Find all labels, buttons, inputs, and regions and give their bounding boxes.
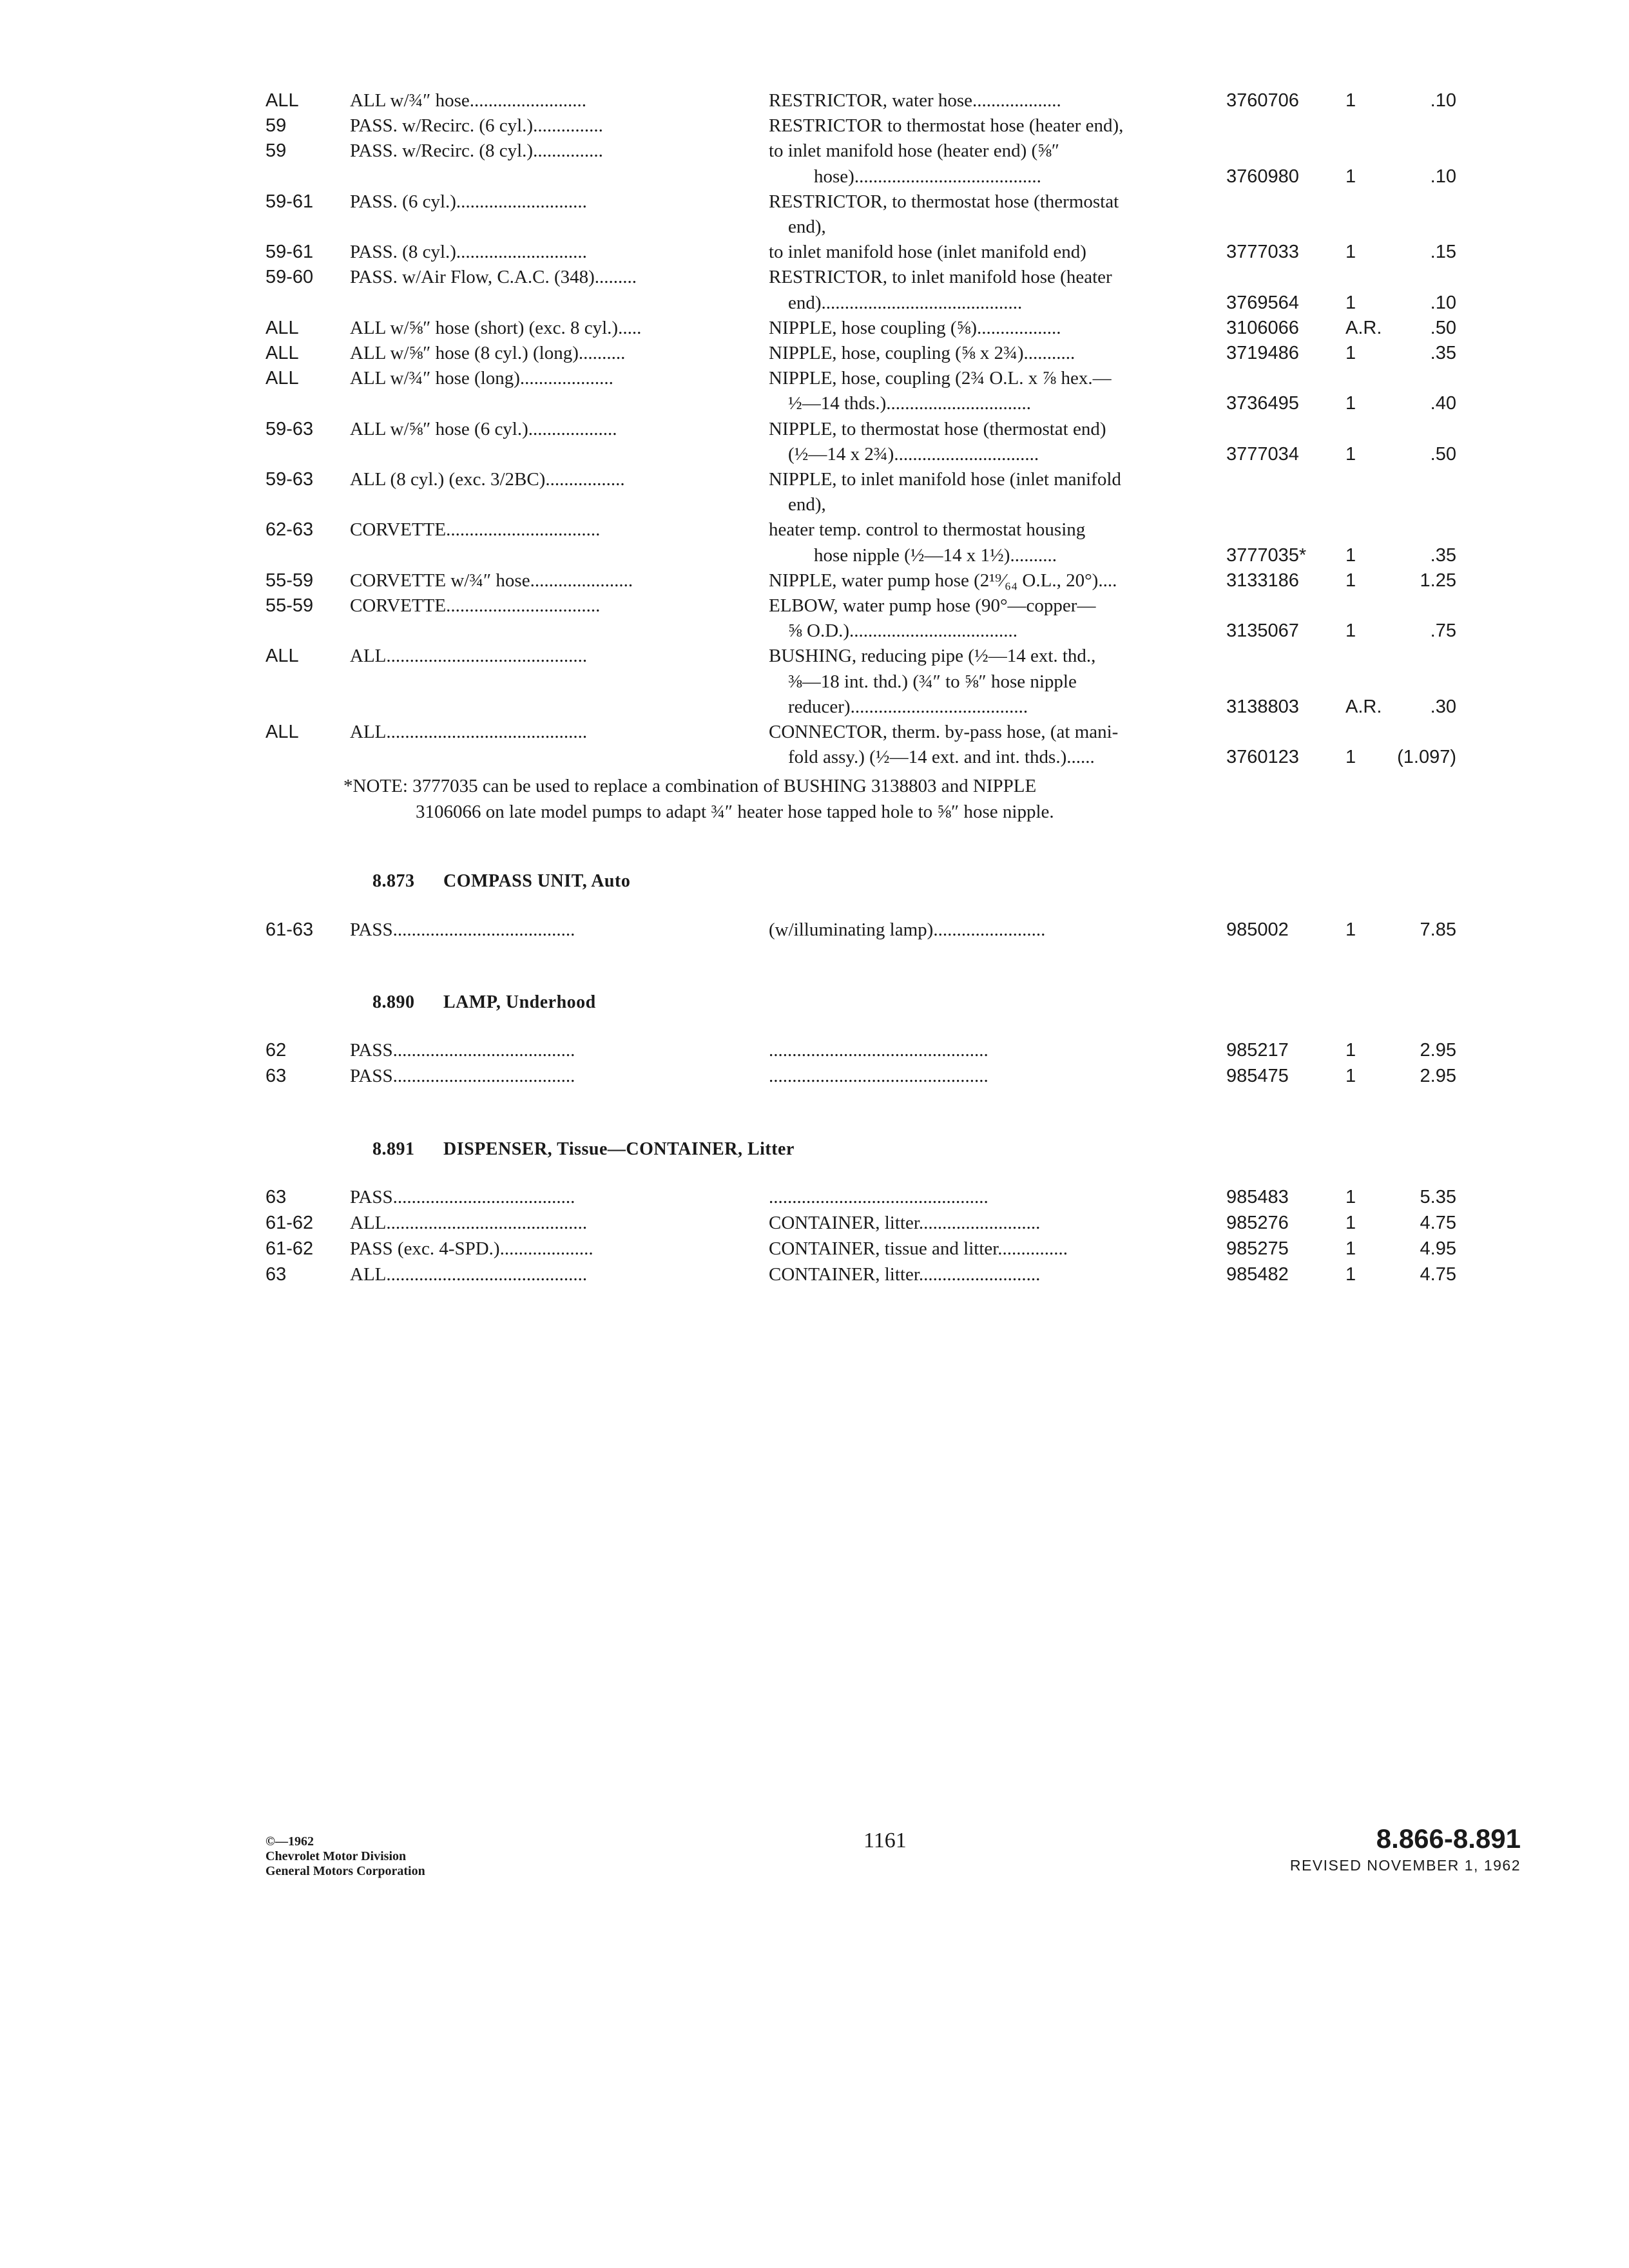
table-row bbox=[0, 139, 1629, 168]
model-cell: ALL w/¾″ hose (long).................... bbox=[350, 368, 613, 389]
year-cell: 59-61 bbox=[265, 242, 314, 263]
price-cell: 2.95 bbox=[1420, 1066, 1456, 1086]
model-cell: ALL (8 cyl.) (exc. 3/2BC)................. bbox=[350, 469, 625, 490]
section-title: LAMP, Underhood bbox=[443, 992, 596, 1012]
footnote-line-1: *NOTE: 3777035 can be used to replace a combination of BUSHING 3138803 and NIPPLE bbox=[343, 776, 1037, 796]
table-row bbox=[0, 670, 1629, 698]
quantity-cell: 1 bbox=[1345, 1238, 1356, 1259]
part-number-cell: 985217 bbox=[1226, 1040, 1289, 1061]
section-range-block bbox=[1224, 1823, 1521, 1874]
price-cell: .10 bbox=[1430, 292, 1456, 313]
model-cell: ALL w/⅝″ hose (8 cyl.) (long).......... bbox=[350, 343, 626, 363]
description-cell: end), bbox=[788, 494, 826, 515]
table-row bbox=[0, 190, 1629, 218]
part-number-cell: 3135067 bbox=[1226, 620, 1299, 642]
part-number-cell: 3777034 bbox=[1226, 443, 1299, 465]
price-cell: .15 bbox=[1430, 242, 1456, 263]
footnote-line-2: 3106066 on late model pumps to adapt ¾″ heater hose tapped hole to ⅝″ hose nipple. bbox=[416, 802, 1054, 822]
table-row bbox=[0, 316, 1629, 345]
description-cell: RESTRICTOR, water hose................... bbox=[769, 90, 1061, 111]
part-number-cell: 3736495 bbox=[1226, 393, 1299, 414]
table-row bbox=[0, 367, 1629, 395]
model-cell: PASS....................................... bbox=[350, 1187, 575, 1207]
quantity-cell: A.R. bbox=[1345, 317, 1382, 338]
description-cell: NIPPLE, hose, coupling (⅝ x 2¾)........... bbox=[769, 343, 1075, 363]
table-row bbox=[0, 720, 1629, 749]
quantity-cell: 1 bbox=[1345, 166, 1356, 187]
description-cell: heater temp. control to thermostat housing bbox=[769, 519, 1086, 541]
year-cell: 59-63 bbox=[265, 418, 314, 439]
description-cell: to inlet manifold hose (heater end) (⅝″ bbox=[769, 140, 1059, 162]
price-cell: 7.85 bbox=[1420, 919, 1456, 940]
price-cell: 4.95 bbox=[1420, 1238, 1456, 1259]
price-cell: .10 bbox=[1430, 90, 1456, 111]
description-cell: to inlet manifold hose (inlet manifold end) bbox=[769, 242, 1086, 263]
table-row bbox=[0, 695, 1629, 724]
price-cell: .50 bbox=[1430, 317, 1456, 338]
year-cell: 55-59 bbox=[265, 570, 314, 591]
description-cell: ½—14 thds.)............................... bbox=[788, 393, 1031, 414]
description-cell: RESTRICTOR to thermostat hose (heater end), bbox=[769, 115, 1124, 137]
section-title: DISPENSER, Tissue—CONTAINER, Litter bbox=[443, 1139, 795, 1159]
table-row bbox=[0, 518, 1629, 546]
year-cell: 59 bbox=[265, 140, 287, 162]
section-heading-compass-unit bbox=[372, 871, 630, 892]
section-range: 8.866-8.891 bbox=[1376, 1823, 1521, 1854]
quantity-cell: 1 bbox=[1345, 393, 1356, 414]
quantity-cell: 1 bbox=[1345, 1213, 1356, 1233]
model-cell: PASS....................................... bbox=[350, 1040, 575, 1061]
table-row bbox=[0, 89, 1629, 117]
year-cell: 62 bbox=[265, 1040, 287, 1061]
model-cell: ALL w/¾″ hose......................... bbox=[350, 90, 587, 111]
model-cell: PASS. w/Air Flow, C.A.C. (348)......... bbox=[350, 267, 637, 288]
description-cell: end), bbox=[788, 216, 826, 237]
table-row bbox=[0, 1237, 1629, 1265]
year-cell: 55-59 bbox=[265, 595, 314, 616]
year-cell: ALL bbox=[265, 368, 299, 389]
description-cell: ELBOW, water pump hose (90°—copper— bbox=[769, 595, 1096, 616]
section-number: 8.890 bbox=[372, 992, 415, 1012]
section-number: 8.873 bbox=[372, 871, 415, 891]
description-cell: CONTAINER, litter.......................... bbox=[769, 1213, 1041, 1233]
model-cell: CORVETTE................................. bbox=[350, 595, 601, 616]
copyright-block bbox=[265, 1834, 425, 1879]
part-number-cell: 3777035* bbox=[1226, 544, 1307, 566]
part-number-cell: 3760980 bbox=[1226, 166, 1299, 187]
quantity-cell: 1 bbox=[1345, 747, 1356, 768]
section-title: COMPASS UNIT, Auto bbox=[443, 871, 631, 891]
part-number-cell: 985276 bbox=[1226, 1213, 1289, 1233]
description-cell: hose nipple (½—14 x 1½).......... bbox=[814, 544, 1057, 566]
quantity-cell: 1 bbox=[1345, 1066, 1356, 1086]
table-row bbox=[0, 644, 1629, 673]
model-cell: CORVETTE................................. bbox=[350, 519, 601, 541]
year-cell: 61-63 bbox=[265, 919, 314, 940]
table-row bbox=[0, 1186, 1629, 1214]
model-cell: PASS. w/Recirc. (6 cyl.)............... bbox=[350, 115, 603, 137]
part-number-cell: 3760706 bbox=[1226, 90, 1299, 111]
description-cell: RESTRICTOR, to inlet manifold hose (heater bbox=[769, 267, 1112, 288]
table-row bbox=[0, 392, 1629, 420]
copyright-year: ©—1962 bbox=[265, 1834, 314, 1849]
table-row bbox=[0, 1211, 1629, 1240]
part-number-cell: 985475 bbox=[1226, 1066, 1289, 1086]
copyright-corporation: General Motors Corporation bbox=[265, 1864, 425, 1878]
table-row bbox=[0, 165, 1629, 193]
model-cell: PASS (exc. 4-SPD.).................... bbox=[350, 1238, 593, 1259]
table-row bbox=[0, 215, 1629, 244]
table-row bbox=[0, 594, 1629, 622]
model-cell: ALL........................................... bbox=[350, 646, 588, 667]
quantity-cell: 1 bbox=[1345, 544, 1356, 566]
description-cell: BUSHING, reducing pipe (½—14 ext. thd., bbox=[769, 646, 1096, 667]
part-number-cell: 3760123 bbox=[1226, 747, 1299, 768]
table-row bbox=[0, 265, 1629, 294]
table-row bbox=[0, 443, 1629, 471]
price-cell: 2.95 bbox=[1420, 1040, 1456, 1061]
year-cell: 59-60 bbox=[265, 267, 314, 288]
model-cell: PASS. w/Recirc. (8 cyl.)............... bbox=[350, 140, 603, 162]
quantity-cell: 1 bbox=[1345, 90, 1356, 111]
quantity-cell: A.R. bbox=[1345, 696, 1382, 717]
table-row bbox=[0, 544, 1629, 572]
year-cell: 63 bbox=[265, 1066, 287, 1086]
description-cell: NIPPLE, water pump hose (2¹⁹⁄₆₄ O.L., 20°).... bbox=[769, 570, 1117, 591]
price-cell: .50 bbox=[1430, 443, 1456, 465]
description-cell: CONTAINER, litter.......................... bbox=[769, 1264, 1041, 1285]
year-cell: ALL bbox=[265, 90, 299, 111]
model-cell: PASS. (6 cyl.)............................ bbox=[350, 191, 587, 212]
model-cell: ALL w/⅝″ hose (short) (exc. 8 cyl.)..... bbox=[350, 317, 642, 338]
year-cell: 59-61 bbox=[265, 191, 314, 212]
description-cell: reducer)...................................... bbox=[788, 696, 1028, 717]
table-row bbox=[0, 114, 1629, 142]
table-row bbox=[0, 418, 1629, 446]
year-cell: ALL bbox=[265, 722, 299, 742]
table-row bbox=[0, 569, 1629, 597]
part-number-cell: 3106066 bbox=[1226, 317, 1299, 338]
quantity-cell: 1 bbox=[1345, 1187, 1356, 1207]
part-number-cell: 3719486 bbox=[1226, 343, 1299, 363]
quantity-cell: 1 bbox=[1345, 242, 1356, 263]
table-row bbox=[0, 619, 1629, 648]
model-cell: PASS....................................... bbox=[350, 919, 575, 940]
table-row bbox=[0, 468, 1629, 496]
price-cell: .35 bbox=[1430, 544, 1456, 566]
table-row bbox=[0, 918, 1629, 947]
year-cell: 62-63 bbox=[265, 519, 314, 541]
quantity-cell: 1 bbox=[1345, 620, 1356, 642]
description-cell: NIPPLE, to thermostat hose (thermostat end) bbox=[769, 418, 1106, 439]
description-cell: ............................................... bbox=[769, 1040, 988, 1061]
copyright-division: Chevrolet Motor Division bbox=[265, 1849, 407, 1863]
year-cell: ALL bbox=[265, 646, 299, 667]
part-number-cell: 985002 bbox=[1226, 919, 1289, 940]
price-cell: 5.35 bbox=[1420, 1187, 1456, 1207]
year-cell: 61-62 bbox=[265, 1238, 314, 1259]
description-cell: fold assy.) (½—14 ext. and int. thds.)...... bbox=[788, 747, 1095, 768]
part-number-cell: 985482 bbox=[1226, 1264, 1289, 1285]
description-cell: ⅝ O.D.).................................... bbox=[788, 620, 1018, 642]
price-cell: .75 bbox=[1430, 620, 1456, 642]
quantity-cell: 1 bbox=[1345, 570, 1356, 591]
part-number-cell: 3133186 bbox=[1226, 570, 1299, 591]
description-cell: ............................................... bbox=[769, 1066, 988, 1086]
model-cell: ALL w/⅝″ hose (6 cyl.)................... bbox=[350, 418, 617, 439]
price-cell: 4.75 bbox=[1420, 1264, 1456, 1285]
description-cell: RESTRICTOR, to thermostat hose (thermostat bbox=[769, 191, 1119, 212]
year-cell: 63 bbox=[265, 1264, 287, 1285]
part-number-cell: 3769564 bbox=[1226, 292, 1299, 313]
price-cell: 4.75 bbox=[1420, 1213, 1456, 1233]
part-number-cell: 3777033 bbox=[1226, 242, 1299, 263]
description-cell: (½—14 x 2¾)............................... bbox=[788, 443, 1039, 465]
table-row bbox=[0, 291, 1629, 320]
year-cell: ALL bbox=[265, 343, 299, 363]
quantity-cell: 1 bbox=[1345, 343, 1356, 363]
price-cell: .10 bbox=[1430, 166, 1456, 187]
part-number-cell: 985275 bbox=[1226, 1238, 1289, 1259]
table-row bbox=[0, 493, 1629, 521]
revision-date: REVISED NOVEMBER 1, 1962 bbox=[1289, 1857, 1521, 1874]
description-cell: (w/illuminating lamp)........................ bbox=[769, 919, 1046, 940]
year-cell: 61-62 bbox=[265, 1213, 314, 1233]
quantity-cell: 1 bbox=[1345, 443, 1356, 465]
table-row bbox=[0, 745, 1629, 774]
model-cell: ALL........................................... bbox=[350, 722, 588, 742]
description-cell: hose)........................................ bbox=[814, 166, 1041, 187]
description-cell: NIPPLE, to inlet manifold hose (inlet manifold bbox=[769, 469, 1121, 490]
description-cell: NIPPLE, hose, coupling (2¾ O.L. x ⅞ hex.— bbox=[769, 368, 1112, 389]
description-cell: CONNECTOR, therm. by-pass hose, (at mani- bbox=[769, 722, 1119, 742]
year-cell: 59 bbox=[265, 115, 287, 137]
quantity-cell: 1 bbox=[1345, 292, 1356, 313]
year-cell: 59-63 bbox=[265, 469, 314, 490]
price-cell: (1.097) bbox=[1397, 747, 1456, 768]
section-heading-lamp-underhood bbox=[372, 992, 596, 1013]
part-number-cell: 3138803 bbox=[1226, 696, 1299, 717]
description-cell: ............................................... bbox=[769, 1187, 988, 1207]
description-cell: NIPPLE, hose coupling (⅝).................. bbox=[769, 317, 1061, 338]
page-number: 1161 bbox=[863, 1829, 907, 1852]
price-cell: .35 bbox=[1430, 343, 1456, 363]
table-row bbox=[0, 1263, 1629, 1291]
price-cell: .40 bbox=[1430, 393, 1456, 414]
description-cell: ⅜—18 int. thd.) (¾″ to ⅝″ hose nipple bbox=[788, 671, 1077, 692]
model-cell: PASS....................................... bbox=[350, 1066, 575, 1086]
table-row bbox=[0, 1039, 1629, 1067]
table-row bbox=[0, 1064, 1629, 1093]
model-cell: ALL........................................... bbox=[350, 1213, 588, 1233]
price-cell: .30 bbox=[1430, 696, 1456, 717]
model-cell: PASS. (8 cyl.)............................ bbox=[350, 242, 587, 263]
description-cell: end)........................................... bbox=[788, 292, 1023, 313]
quantity-cell: 1 bbox=[1345, 919, 1356, 940]
table-row bbox=[0, 341, 1629, 370]
price-cell: 1.25 bbox=[1420, 570, 1456, 591]
model-cell: ALL........................................... bbox=[350, 1264, 588, 1285]
section-number: 8.891 bbox=[372, 1139, 415, 1159]
year-cell: 63 bbox=[265, 1187, 287, 1207]
quantity-cell: 1 bbox=[1345, 1264, 1356, 1285]
table-row bbox=[0, 240, 1629, 269]
part-number-cell: 985483 bbox=[1226, 1187, 1289, 1207]
model-cell: CORVETTE w/¾″ hose...................... bbox=[350, 570, 633, 591]
quantity-cell: 1 bbox=[1345, 1040, 1356, 1061]
year-cell: ALL bbox=[265, 317, 299, 338]
section-heading-dispenser bbox=[372, 1139, 795, 1160]
description-cell: CONTAINER, tissue and litter............... bbox=[769, 1238, 1068, 1259]
